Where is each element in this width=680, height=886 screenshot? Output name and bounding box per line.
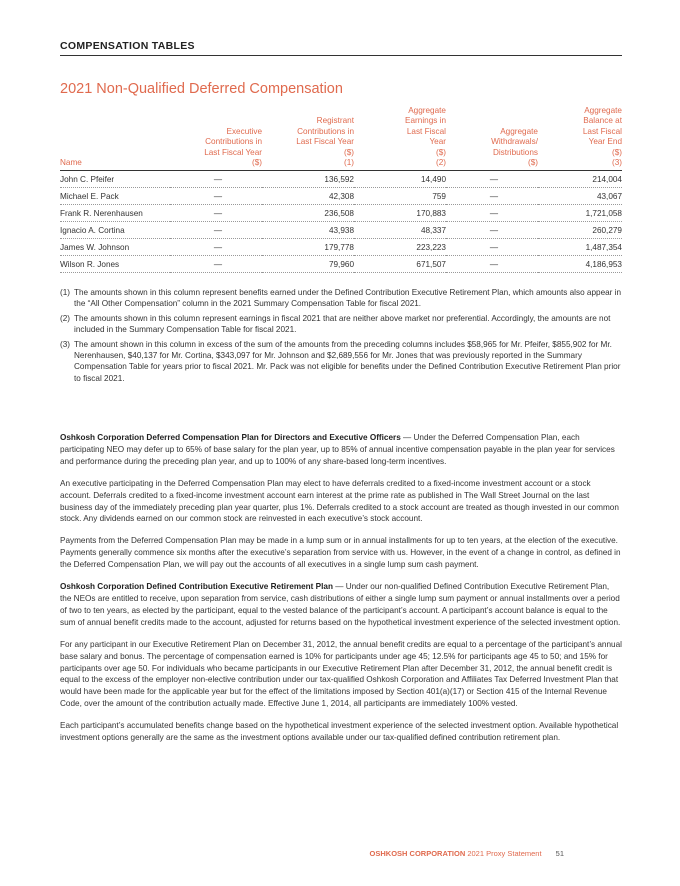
footer-doc-title: 2021 Proxy Statement [467, 849, 542, 858]
cell-value: 223,223 [354, 239, 446, 256]
paragraph [60, 432, 622, 468]
footnotes [60, 287, 622, 387]
column-header-line: ($) [527, 158, 538, 168]
column-header-name [60, 106, 170, 171]
paragraph [60, 639, 622, 710]
section-divider [60, 55, 622, 56]
column-header-line: Contributions in [205, 137, 262, 147]
cell-value: 136,592 [262, 171, 354, 188]
column-header-line: Balance at [583, 116, 622, 126]
footnote-number: (1) [60, 288, 71, 297]
footnote-number: (3) [60, 339, 71, 349]
column-header-line: Registrant [316, 116, 354, 126]
column-header-line: Year End [588, 137, 622, 147]
section-header: COMPENSATION TABLES [60, 40, 195, 52]
paragraph [60, 478, 622, 526]
paragraph-text: For any participant in our Executive Retirement Plan on December 31, 2012, the annual benefit credits are equal to a percentage of the participant’s annual base salary and bonus. The percentage of compensation earned is 10% for participants under age 45; 12.5% for participants age 45 to 50; and 15% for participants over age 50. For individuals who became participants in our Executive Retirement Plan after December 31, 2012, the annual benefit credit is equal to the excess of the employer non-elective contribution under our tax-qualified Oshkosh Corporation and Affiliates Tax Deferred Investment Plan that would have been made for the applicable year but for the effect of the limitations imposed by Section 401(a)(17) or Section 415 of the Internal Revenue Code, over the amount of the contribution actually made. Effective June 1, 2014, all participants are immediately 100% vested. [60, 639, 622, 709]
column-header-line: ($) [435, 147, 446, 157]
footnote-text: The amount shown in this column in excess of the sum of the amounts from the preceding columns includes $58,965 for Mr. Pfeifer, $855,902 for Mr. Nerenhausen, $40,137 for Mr. Cortina, $343,097 for Mr. Johnson and $2,689,556 for Mr. Jones that was previously reported in the Summary Compensation Table for years prior to fiscal 2021. Mr. Pack was not eligible for benefits under the Defined Contribution Executive Retirement Plan prior to fiscal 2021. [74, 339, 621, 383]
deferred-compensation-table [60, 106, 622, 273]
cell-name: Michael E. Pack [60, 188, 170, 205]
cell-value: — [446, 171, 538, 188]
footnote [60, 287, 622, 310]
column-header-line: Last Fiscal Year [296, 137, 354, 147]
cell-value: 14,490 [354, 171, 446, 188]
cell-value: 236,508 [262, 205, 354, 222]
paragraph [60, 581, 622, 629]
page-footer [370, 849, 564, 858]
column-header-line: (1) [343, 158, 354, 168]
footnote [60, 313, 622, 336]
column-header [170, 106, 262, 171]
cell-value: — [170, 171, 262, 188]
body-text [60, 432, 622, 754]
cell-value: 214,004 [538, 171, 622, 188]
paragraph-text: An executive participating in the Deferred Compensation Plan may elect to have deferrals credited to a fixed-income investment account or a stock account. Deferrals credited to a fixed-income investment account earn interest at the prime rate as published in The Wall Street Journal on the last business day of the immediately preceding plan year quarter, plus 1%. Deferrals credited to a stock account are treated as though invested in our common stock. Any dividends earned on our common stock are reinvested in each executive’s stock account. [60, 478, 619, 524]
cell-name: John C. Pfeifer [60, 171, 170, 188]
paragraph-lead: Oshkosh Corporation Deferred Compensation Plan for Directors and Executive Officers [60, 433, 401, 442]
column-header-line: ($) [611, 147, 622, 157]
paragraph [60, 720, 622, 744]
footer-brand: OSHKOSH CORPORATION [369, 849, 466, 858]
cell-value: 4,186,953 [538, 256, 622, 273]
cell-value: 759 [354, 188, 446, 205]
table-row [60, 256, 622, 273]
table-title: 2021 Non-Qualified Deferred Compensation [60, 81, 343, 97]
paragraph-text: — Under our non-qualified Defined Contribution Executive Retirement Plan, the NEOs are entitled to receive, upon separation from service, cash distributions of either a single lump sum payment or annual installments over a period of two to ten years, as elected by the participant, equal to the vested balance of the participant’s account. A participant’s account balance is equal to the sum of annual benefit credits made to the account, adjusted for returns based on the hypothetical investment experience of the selected investment option. [60, 582, 621, 627]
column-header-line: Aggregate [584, 106, 622, 115]
paragraph-text: Each participant’s accumulated benefits change based on the hypothetical investment experience of the selected investment option. Available hypothetical investment options generally are the same as the investment options available under our tax-qualified defined contribution retirement plan. [60, 721, 619, 743]
column-header-line: Aggregate [408, 106, 446, 115]
column-header-line: Earnings in [405, 116, 446, 126]
column-header-line: Aggregate [500, 126, 538, 136]
table-body [60, 171, 622, 273]
paragraph-lead: Oshkosh Corporation Defined Contribution Executive Retirement Plan [60, 582, 333, 592]
cell-value: 260,279 [538, 222, 622, 239]
column-header-line: ($) [343, 147, 354, 157]
cell-value: 179,778 [262, 239, 354, 256]
cell-value: 170,883 [354, 205, 446, 222]
footnote-text: The amounts shown in this column represent earnings in fiscal 2021 that are neither above market nor preferential. Accordingly, the amounts are not included in the Summary Compensation Table for fiscal 2021. [74, 313, 611, 335]
cell-value: — [170, 239, 262, 256]
footnote [60, 339, 622, 385]
column-header-line: Last Fiscal Year [204, 147, 262, 157]
cell-value: 48,337 [354, 222, 446, 239]
column-header [446, 106, 538, 171]
column-header-line: Year [429, 137, 446, 147]
table-row [60, 222, 622, 239]
cell-value: — [446, 205, 538, 222]
cell-value: — [446, 222, 538, 239]
table-row [60, 171, 622, 188]
cell-value: 79,960 [262, 256, 354, 273]
column-header-line: Last Fiscal [582, 126, 622, 136]
cell-value: 671,507 [354, 256, 446, 273]
column-header [262, 106, 354, 171]
cell-value: 42,308 [262, 188, 354, 205]
cell-value: — [170, 256, 262, 273]
cell-value: 43,938 [262, 222, 354, 239]
footnote-number: (2) [60, 313, 71, 323]
column-header [538, 106, 622, 171]
cell-value: — [446, 188, 538, 205]
cell-value: 43,067 [538, 188, 622, 205]
table-row [60, 205, 622, 222]
page-number: 51 [555, 849, 564, 858]
cell-name: Ignacio A. Cortina [60, 222, 170, 239]
cell-value: — [170, 188, 262, 205]
paragraph-text: Payments from the Deferred Compensation Plan may be made in a lump sum or in annual installments for up to ten years, at the election of the executive. Payments generally commence six months after the executive’s separation from service with us. However, in the event of a change in control, as defined in the Deferred Compensation Plan, we will pay out the accounts of all executives in a single lump sum cash payment. [60, 536, 621, 570]
cell-name: James W. Johnson [60, 239, 170, 256]
cell-value: — [446, 256, 538, 273]
footnote-text: The amounts shown in this column represent benefits earned under the Defined Contribution Executive Retirement Plan, which amounts also appear in the “All Other Compensation” column in the 2021 Summary Compensation Table for fiscal 2021. [74, 288, 622, 309]
cell-value: 1,721,058 [538, 205, 622, 222]
table-row [60, 188, 622, 205]
paragraph [60, 535, 622, 571]
table-header-row [60, 106, 622, 171]
cell-value: — [170, 205, 262, 222]
cell-name: Wilson R. Jones [60, 256, 170, 273]
column-header-line: (3) [611, 158, 622, 168]
column-header-line: (2) [435, 158, 446, 168]
column-header-line: Last Fiscal [406, 126, 446, 136]
cell-value: 1,487,354 [538, 239, 622, 256]
column-header [354, 106, 446, 171]
table-row [60, 239, 622, 256]
column-header-line: ($) [251, 158, 262, 168]
column-header-line: Withdrawals/ [491, 137, 538, 147]
paragraph-text: — Under the Deferred Compensation Plan, each participating NEO may defer up to 65% of base salary for the plan year, up to 85% of annual incentive compensation payable in the plan year for services and performance during the preceding plan year, and up to 100% of any share-based long-term incentives. [60, 433, 615, 466]
column-header-line: Contributions in [297, 126, 354, 136]
column-header-line: Name [60, 158, 82, 168]
column-header-line: Executive [226, 126, 262, 136]
cell-value: — [446, 239, 538, 256]
cell-name: Frank R. Nerenhausen [60, 205, 170, 222]
column-header-line: Distributions [492, 147, 538, 157]
cell-value: — [170, 222, 262, 239]
